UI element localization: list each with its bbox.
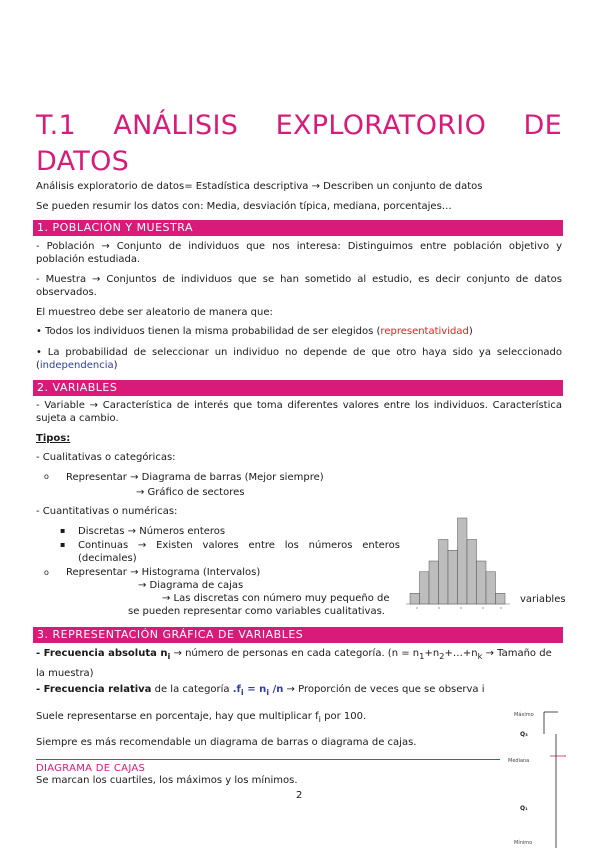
fa-dots: +…+n xyxy=(444,648,478,659)
fr-mid: de la categoría xyxy=(151,684,233,695)
cuartiles-text: Se marcan los cuartiles, los máximos y los mínimos. xyxy=(36,775,298,786)
fr-formula: = n xyxy=(243,684,267,695)
rep-discretas: → Las discretas con número muy pequeño de xyxy=(162,593,390,604)
boxplot-max-label: Máximo xyxy=(514,712,534,718)
recomendable-text: Siempre es más recomendable un diagrama de barras o diagrama de cajas. xyxy=(36,737,417,748)
histogram-bar xyxy=(448,550,458,604)
histogram-bar xyxy=(420,572,430,604)
variables-word: variables xyxy=(520,594,566,605)
fa-sub: i xyxy=(167,651,171,661)
histogram-bar xyxy=(496,593,506,604)
boxplot-min-label: Mínimo xyxy=(514,840,533,846)
discretas-text: Discretas → Números enteros xyxy=(78,526,226,537)
histogram-bar xyxy=(477,561,487,604)
bullet-text: • La probabilidad de seleccionar un individuo no depende de que otro haya sido ya seleccionado ( xyxy=(36,347,562,371)
boxplot-figure xyxy=(500,706,580,848)
fr-formula: /n xyxy=(269,684,284,695)
porcentaje-sub: i xyxy=(318,714,321,724)
boxplot-median-label: Mediana xyxy=(508,758,530,764)
bullet-independencia xyxy=(36,346,562,372)
cualitativas-text: - Cualitativas o categóricas: xyxy=(36,452,176,463)
fa-label: - Frecuencia absoluta n xyxy=(36,648,168,659)
histogram-bar xyxy=(458,518,468,604)
section-heading-2: 2. VARIABLES xyxy=(33,380,563,396)
continuas-text: Continuas → Existen valores entre los números enteros xyxy=(78,540,400,551)
fa-sub-1: 1 xyxy=(419,651,425,661)
term-representatividad: representatividad xyxy=(380,326,469,337)
rep-histograma: Representar → Histograma (Intervalos) xyxy=(66,567,261,578)
frecuencia-relativa xyxy=(36,683,562,698)
fa-end: → Tamaño de la muestra) xyxy=(36,648,552,679)
fr-label: - Frecuencia relativa xyxy=(36,684,152,695)
cuantitativas-text: - Cuantitativas o numéricas: xyxy=(36,506,178,517)
poblacion-text: - Población → Conjunto de individuos que nos interesa: Distinguimos entre población objetivo y población estudiada. xyxy=(36,241,562,265)
section-heading-1: 1. POBLACIÓN Y MUESTRA xyxy=(33,220,563,236)
fa-plus: +n xyxy=(424,648,440,659)
title-word: DE xyxy=(523,110,562,141)
frecuencia-absoluta xyxy=(36,645,562,683)
intro-line-2: Se pueden resumir los datos con: Media, desviación típica, mediana, porcentajes… xyxy=(36,201,452,212)
muestreo-text: El muestreo debe ser aleatorio de manera que: xyxy=(36,307,273,318)
title-word: EXPLORATORIO xyxy=(275,110,487,141)
bullet-square: ▪ xyxy=(60,526,66,535)
rep-cualitativas-2: se pueden representar como variables cualitativas. xyxy=(128,606,385,617)
fr-formula: .f xyxy=(232,684,241,695)
bullet-text: • Todos los individuos tienen la misma probabilidad de ser elegidos ( xyxy=(36,326,381,337)
rep-cualitativas: Representar → Diagrama de barras (Mejor siempre) xyxy=(66,472,324,483)
bullet-representatividad xyxy=(36,325,562,338)
fa-sub-2: 2 xyxy=(439,651,445,661)
page-title xyxy=(36,108,562,180)
title-line-2: DATOS xyxy=(36,146,130,177)
histogram-bar xyxy=(429,561,439,604)
boxplot-q3-label: Q₃ xyxy=(520,731,528,738)
term-independencia: independencia xyxy=(39,360,114,371)
fa-rest: → número de personas en cada categoría. (n = n xyxy=(170,648,420,659)
histogram-bar xyxy=(410,593,420,604)
histogram-bar xyxy=(486,572,496,604)
histogram-figure xyxy=(400,514,516,616)
tipos-heading: Tipos: xyxy=(36,433,71,444)
histogram-bar xyxy=(439,540,449,605)
divider xyxy=(36,759,500,760)
bullet-o: o xyxy=(44,568,49,577)
porcentaje-a: Suele representarse en porcentaje, hay que multiplicar f xyxy=(36,711,319,722)
variable-text: - Variable → Característica de interés que toma diferentes valores entre los individuos. Característica sujeta a cambio. xyxy=(36,400,562,424)
fa-sub-k: k xyxy=(477,651,483,661)
intro-line-1: Análisis exploratorio de datos= Estadística descriptiva → Describen un conjunto de datos xyxy=(36,181,483,192)
fr-sub: i xyxy=(240,687,244,697)
bullet-square: ▪ xyxy=(60,540,66,549)
porcentaje-b: por 100. xyxy=(320,711,367,722)
boxplot-q1-label: Q₁ xyxy=(520,805,528,812)
section-heading-3: 3. REPRESENTACIÓN GRÁFICA DE VARIABLES xyxy=(33,627,563,643)
rep-sectores: → Gráfico de sectores xyxy=(136,487,245,498)
bullet-text-end: ) xyxy=(113,360,118,371)
fr-sub: i xyxy=(266,687,270,697)
bullet-text-end: ) xyxy=(468,326,473,337)
page-number: 2 xyxy=(296,790,303,801)
fr-end: → Proporción de veces que se observa i xyxy=(283,684,485,695)
diagrama-cajas-heading: DIAGRAMA DE CAJAS xyxy=(36,763,146,774)
bullet-o: o xyxy=(44,472,49,481)
porcentaje-text xyxy=(36,710,562,725)
rep-cajas: → Diagrama de cajas xyxy=(138,580,244,591)
muestra-text: - Muestra → Conjuntos de individuos que se han sometido al estudio, es decir conjunto de datos observados. xyxy=(36,274,562,298)
title-word: T.1 xyxy=(36,110,76,141)
decimales-text: (decimales) xyxy=(78,553,137,564)
title-word: ANÁLISIS xyxy=(113,110,239,141)
histogram-bar xyxy=(467,540,477,605)
